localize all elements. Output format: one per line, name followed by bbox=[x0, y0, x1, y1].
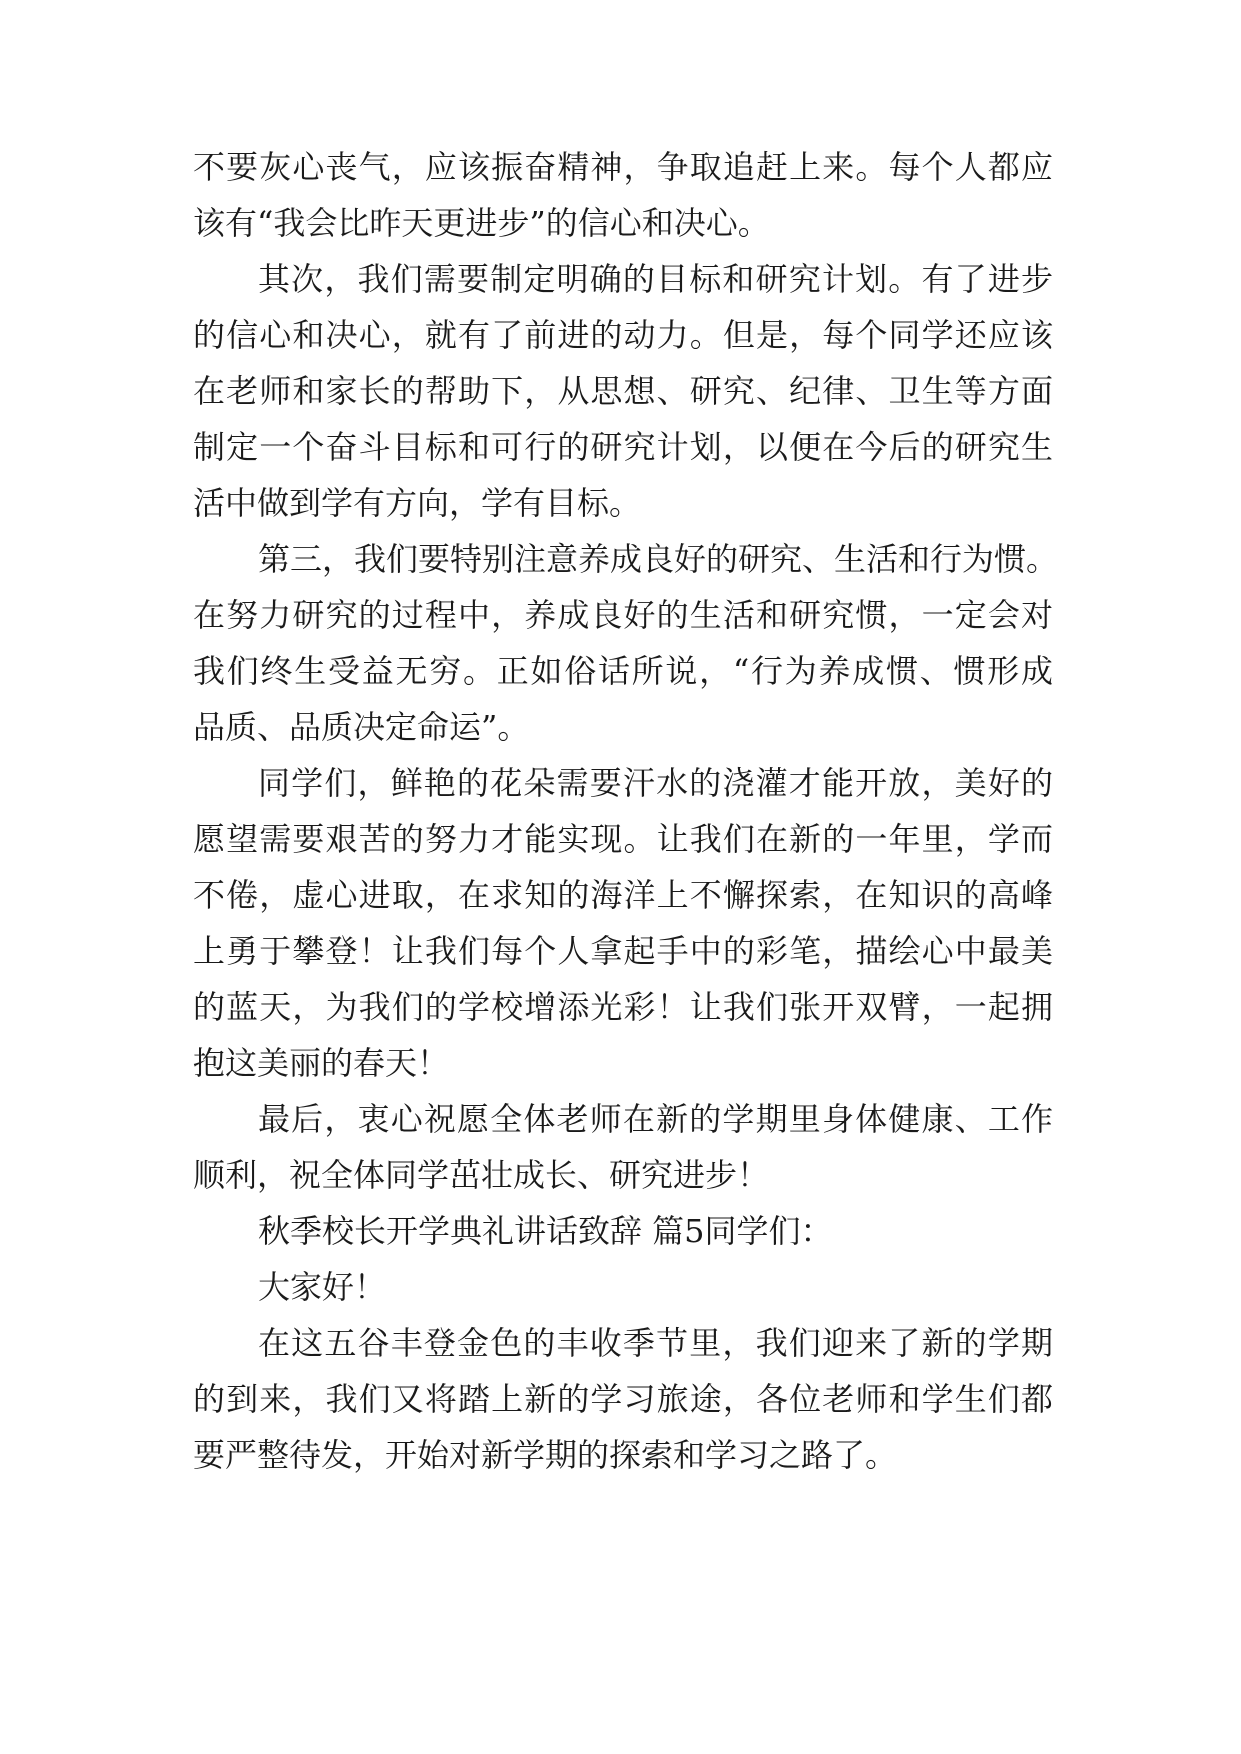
text-line: 顺利，祝全体同学茁壮成长、研究进步！ bbox=[193, 1156, 770, 1194]
text-line: 的信心和决心，就有了前进的动力。但是，每个同学还应该 bbox=[193, 316, 1053, 354]
text-line: 制定一个奋斗目标和可行的研究计划，以便在今后的研究生 bbox=[193, 428, 1053, 466]
greeting-line: 大家好！ bbox=[258, 1268, 387, 1306]
text-line: 其次，我们需要制定明确的目标和研究计划。有了进步 bbox=[258, 260, 1053, 298]
text-line: 活中做到学有方向，学有目标。 bbox=[193, 484, 642, 522]
text-line: 抱这美丽的春天！ bbox=[193, 1044, 450, 1082]
text-line: 要严整待发，开始对新学期的探索和学习之路了。 bbox=[193, 1436, 898, 1474]
text-line: 在老师和家长的帮助下，从思想、研究、纪律、卫生等方面 bbox=[193, 372, 1053, 410]
text-line: 的到来，我们又将踏上新的学习旅途，各位老师和学生们都 bbox=[193, 1380, 1053, 1418]
text-line: 同学们，鲜艳的花朵需要汗水的浇灌才能开放，美好的 bbox=[258, 764, 1053, 802]
text-line: 在这五谷丰登金色的丰收季节里，我们迎来了新的学期 bbox=[258, 1324, 1053, 1362]
text-line: 我们终生受益无穷。正如俗话所说，“行为养成惯、惯形成 bbox=[193, 652, 1053, 690]
text-line: 该有“我会比昨天更进步”的信心和决心。 bbox=[193, 204, 770, 242]
text-line: 最后，衷心祝愿全体老师在新的学期里身体健康、工作 bbox=[258, 1100, 1053, 1138]
text-line: 在努力研究的过程中，养成良好的生活和研究惯，一定会对 bbox=[193, 596, 1053, 634]
text-line: 不倦，虚心进取，在求知的海洋上不懈探索，在知识的高峰 bbox=[193, 876, 1053, 914]
text-line: 第三，我们要特别注意养成良好的研究、生活和行为惯。 bbox=[258, 540, 1059, 578]
section-heading: 秋季校长开学典礼讲话致辞 篇5同学们： bbox=[258, 1212, 833, 1250]
text-line: 上勇于攀登！让我们每个人拿起手中的彩笔，描绘心中最美 bbox=[193, 932, 1053, 970]
text-line: 品质、品质决定命运”。 bbox=[193, 708, 530, 746]
text-line: 的蓝天，为我们的学校增添光彩！让我们张开双臂，一起拥 bbox=[193, 988, 1053, 1026]
text-line: 愿望需要艰苦的努力才能实现。让我们在新的一年里，学而 bbox=[193, 820, 1053, 858]
text-line: 不要灰心丧气，应该振奋精神，争取追赶上来。每个人都应 bbox=[193, 148, 1053, 186]
